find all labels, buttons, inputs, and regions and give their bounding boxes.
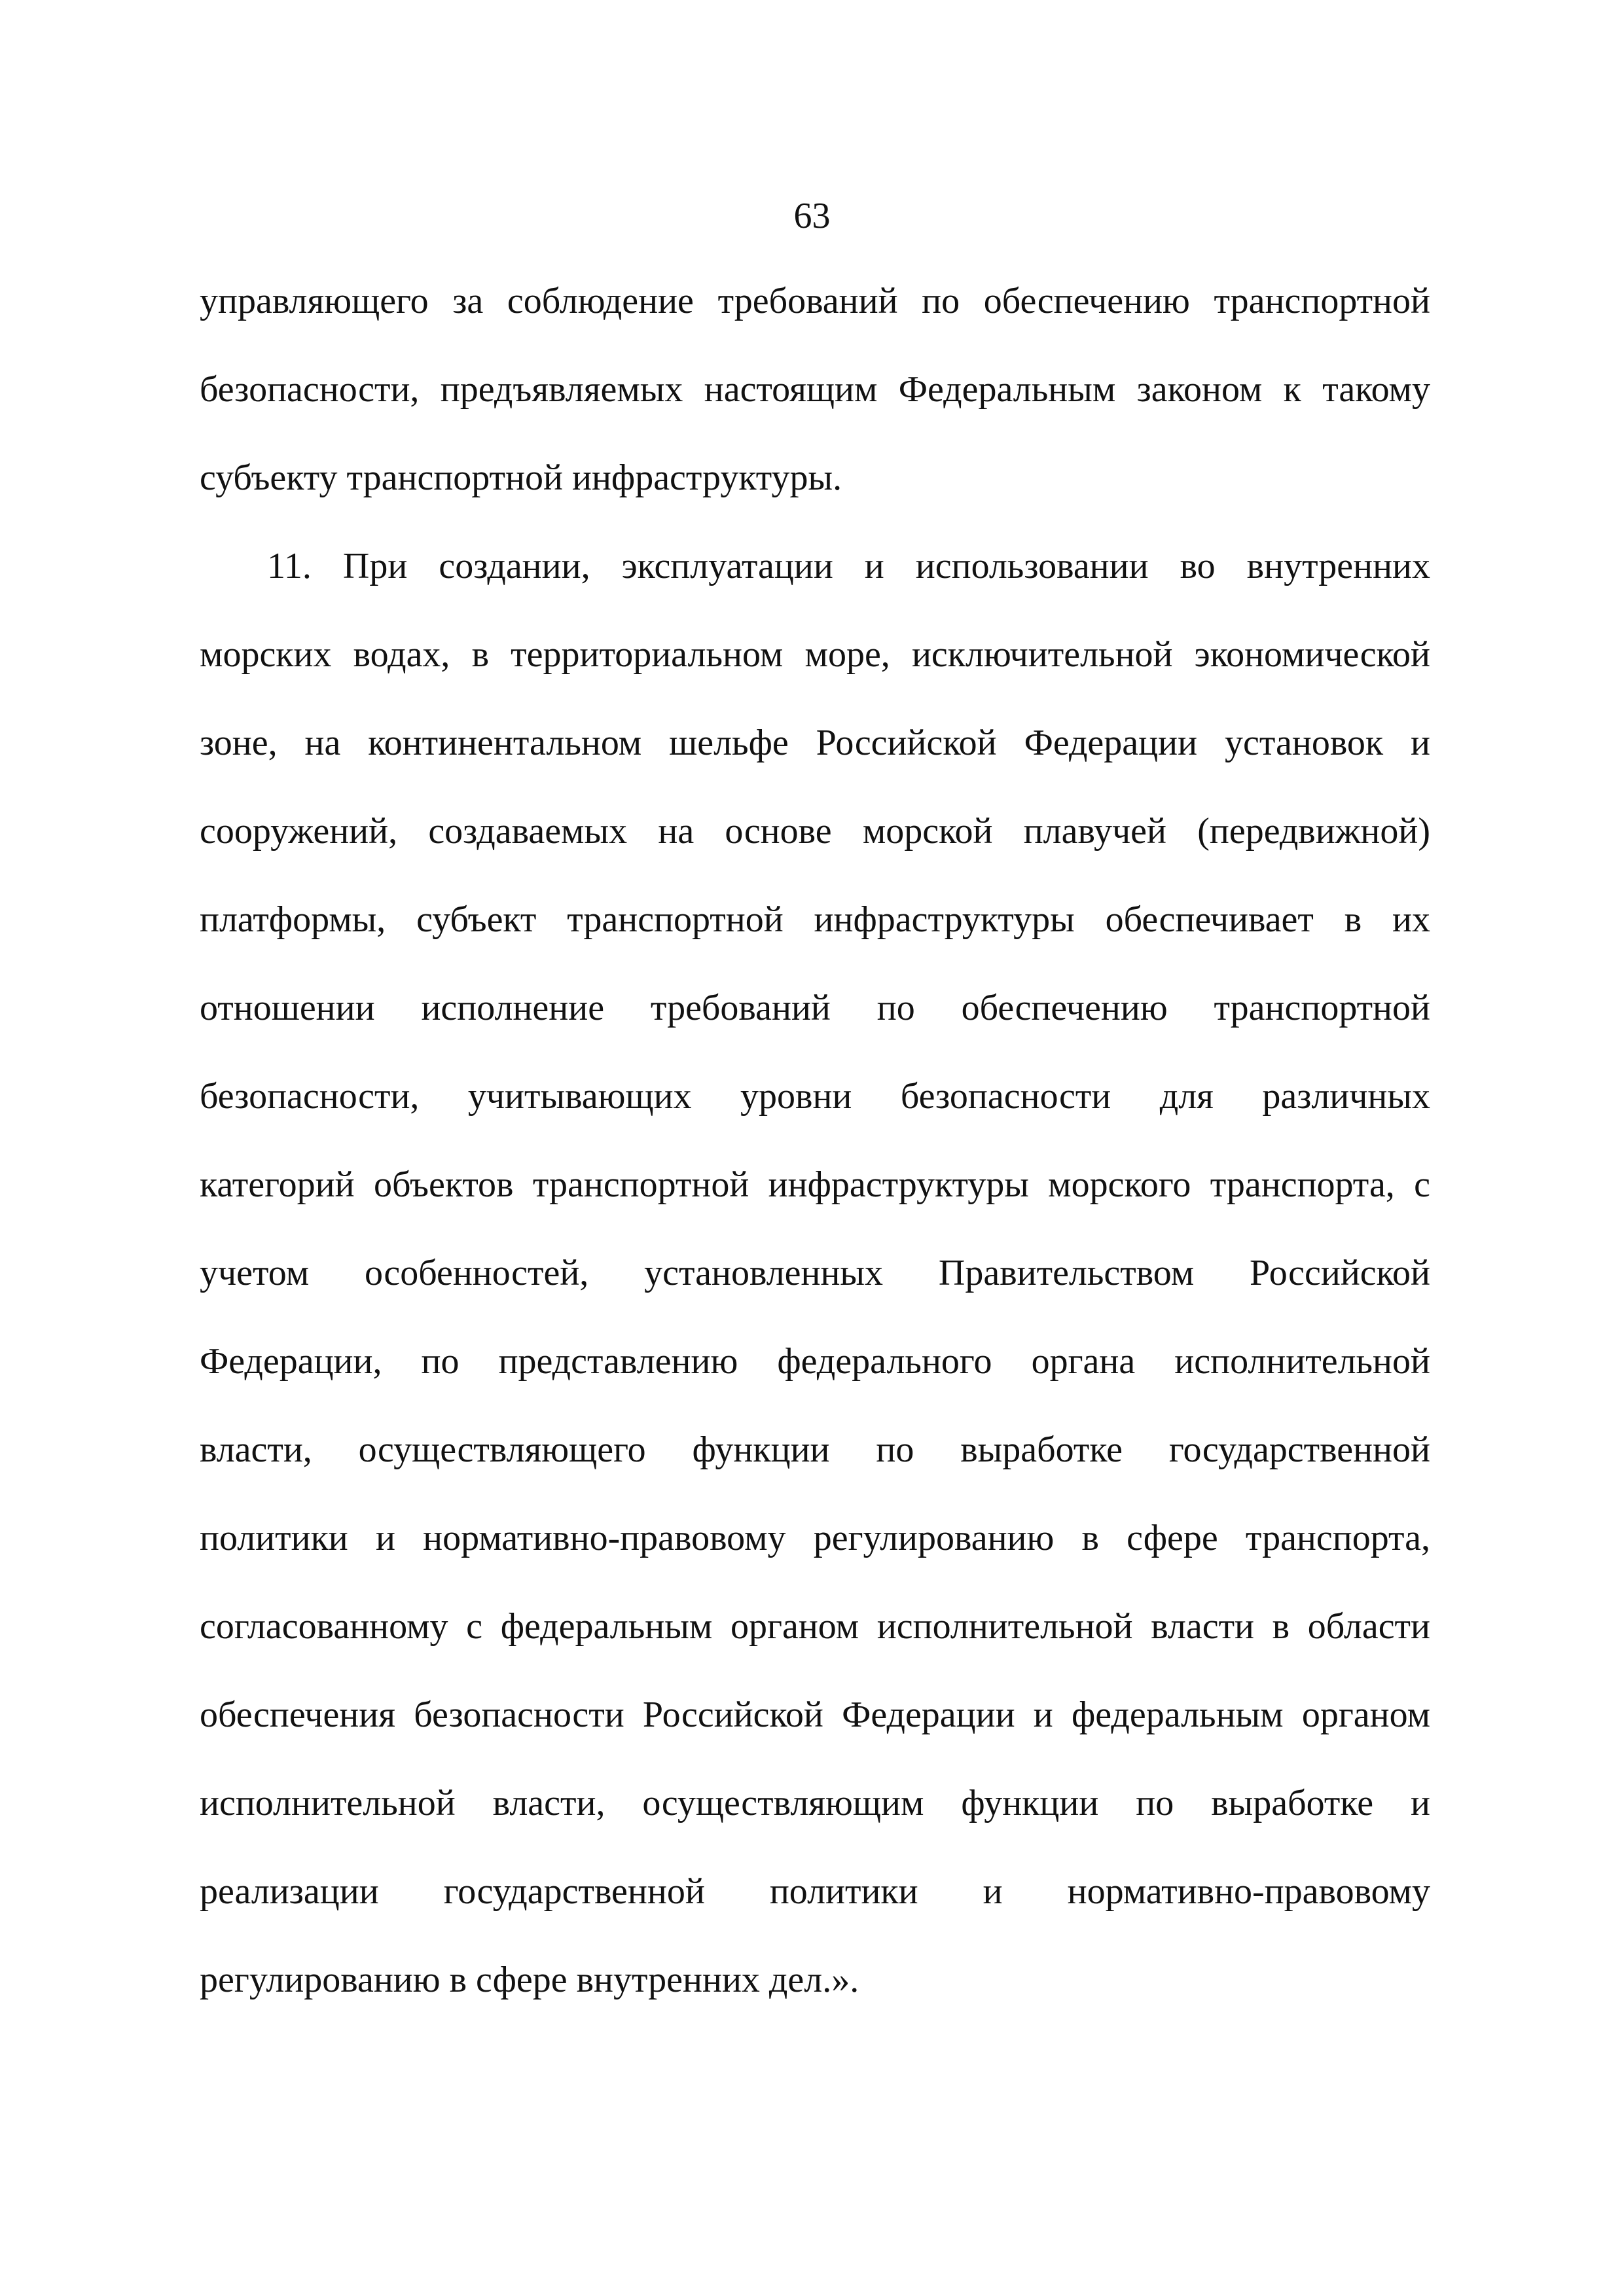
text-line: отношении исполнение требований по обеспечению транспортной (200, 988, 1430, 1028)
text-line: исполнительной власти, осуществляющим функции по выработке и (200, 1783, 1430, 1823)
text-line: власти, осуществляющего функции по выработке государственной (200, 1429, 1430, 1470)
text-line: морских водах, в территориальном море, исключительной экономической (200, 634, 1430, 675)
text-line: управляющего за соблюдение требований по обеспечению транспортной (200, 281, 1430, 321)
text-line: учетом особенностей, установленных Правительством Российской (200, 1253, 1430, 1293)
text-line: согласованному с федеральным органом исполнительной власти в области (200, 1606, 1430, 1647)
text-line: обеспечения безопасности Российской Федерации и федеральным органом (200, 1695, 1430, 1735)
text-line: платформы, субъект транспортной инфраструктуры обеспечивает в их (200, 899, 1430, 940)
text-line: зоне, на континентальном шельфе Российской Федерации установок и (200, 723, 1430, 763)
text-line: политики и нормативно-правовому регулированию в сфере транспорта, (200, 1518, 1430, 1558)
text-line: реализации государственной политики и нормативно-правовому (200, 1871, 1430, 1912)
text-line: сооружений, создаваемых на основе морской плавучей (передвижной) (200, 811, 1430, 852)
text-line: регулированию в сфере внутренних дел.». (200, 1960, 859, 2000)
text-line: безопасности, учитывающих уровни безопасности для различных (200, 1076, 1430, 1117)
page-number: 63 (793, 196, 831, 236)
text-line: безопасности, предъявляемых настоящим Федеральным законом к такому (200, 369, 1430, 410)
text-line: субъекту транспортной инфраструктуры. (200, 457, 842, 498)
text-line: категорий объектов транспортной инфраструктуры морского транспорта, с (200, 1164, 1430, 1205)
text-line: Федерации, по представлению федерального органа исполнительной (200, 1341, 1430, 1382)
text-line: 11. При создании, эксплуатации и использовании во внутренних (267, 546, 1430, 586)
